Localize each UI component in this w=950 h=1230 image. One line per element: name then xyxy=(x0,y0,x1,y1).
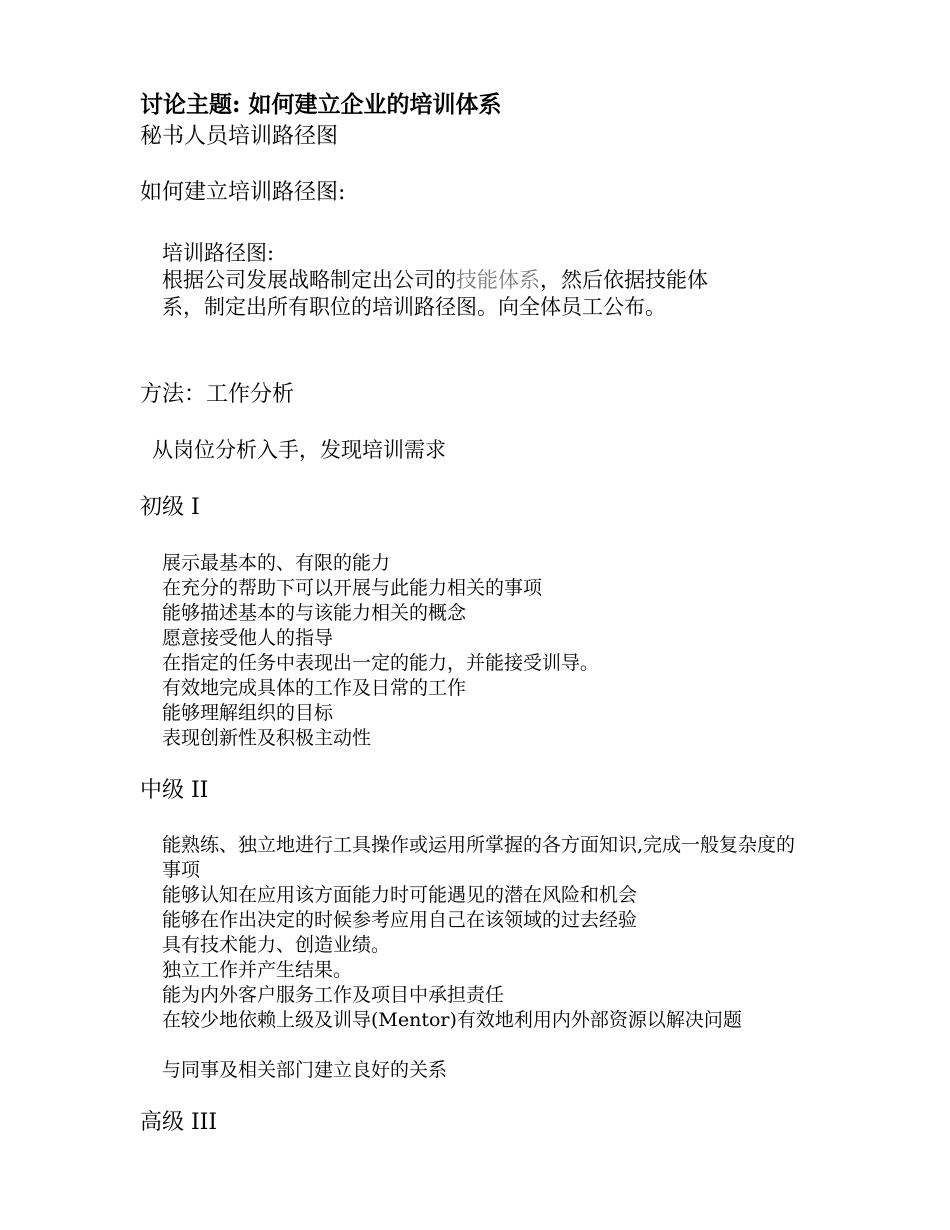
section-heading-how: 如何建立培训路径图: xyxy=(140,180,346,205)
path-description-line1 xyxy=(162,267,708,294)
list-item: 表现创新性及积极主动性 xyxy=(162,727,372,749)
list-item: 在充分的帮助下可以开展与此能力相关的事项 xyxy=(162,577,543,599)
method-heading: 方法：工作分析 xyxy=(140,382,295,407)
page-subtitle: 秘书人员培训路径图 xyxy=(140,124,339,149)
list-item: 能够描述基本的与该能力相关的概念 xyxy=(162,602,467,624)
level-heading-senior: 高级 III xyxy=(140,1110,218,1135)
level-junior-list xyxy=(162,551,599,751)
list-item: 与同事及相关部门建立良好的关系 xyxy=(162,1059,448,1081)
page-title: 讨论主题: 如何建立企业的培训体系 xyxy=(140,91,502,118)
list-item: 能为内外客户服务工作及项目中承担责任 xyxy=(162,984,505,1006)
list-item: 能熟练、独立地进行工具操作或运用所掌握的各方面知识,完成一般复杂度的事项 xyxy=(162,834,796,881)
level-heading-intermediate: 中级 II xyxy=(140,778,209,803)
path-description-line2: 系，制定出所有职位的培训路径图。向全体员工公布。 xyxy=(162,295,666,319)
list-item: 有效地完成具体的工作及日常的工作 xyxy=(162,677,467,699)
list-item: 展示最基本的、有限的能力 xyxy=(162,552,391,574)
list-item: 愿意接受他人的指导 xyxy=(162,627,334,649)
method-description: 从岗位分析入手，发现培训需求 xyxy=(152,438,446,462)
level-intermediate-list xyxy=(162,833,802,1083)
level-heading-junior: 初级 I xyxy=(140,495,200,520)
list-item: 具有技术能力、创造业绩。 xyxy=(162,934,391,956)
path-desc-part2: ，然后依据技能体 xyxy=(540,268,708,292)
list-item: 在指定的任务中表现出一定的能力，并能接受训导。 xyxy=(162,652,600,674)
list-item: 能够在作出决定的时候参考应用自己在该领域的过去经验 xyxy=(162,909,638,931)
path-label: 培训路径图: xyxy=(162,241,275,265)
list-item: 独立工作并产生结果。 xyxy=(162,959,353,981)
list-item: 能够理解组织的目标 xyxy=(162,702,334,724)
skill-system-highlight: 技能体系 xyxy=(456,268,540,292)
path-desc-part1: 根据公司发展战略制定出公司的 xyxy=(162,268,456,292)
list-item: 能够认知在应用该方面能力时可能遇见的潜在风险和机会 xyxy=(162,884,638,906)
list-item: 在较少地依赖上级及训导(Mentor)有效地利用内外部资源以解决问题 xyxy=(162,1009,742,1031)
